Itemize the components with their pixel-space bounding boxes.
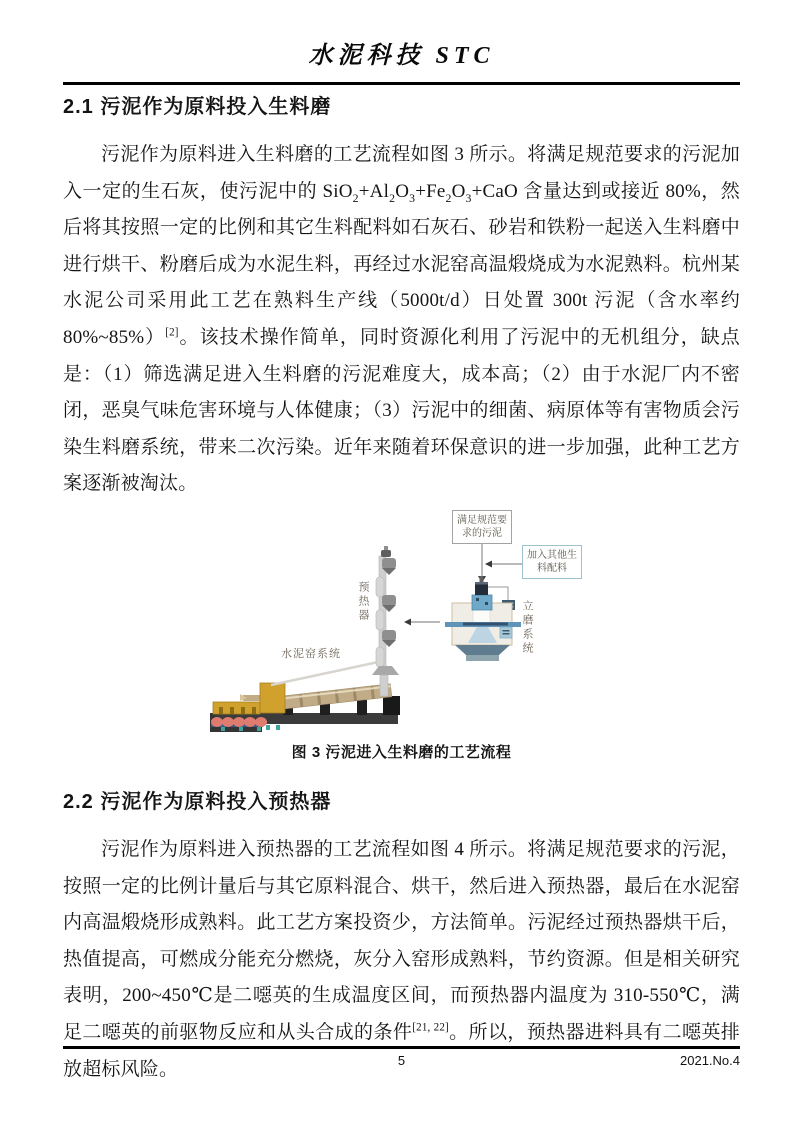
section-heading-2-2: 2.2 污泥作为原料投入预热器 — [63, 790, 332, 813]
header-rule — [63, 82, 740, 85]
mill-outlet — [455, 645, 510, 655]
mill-label: 立磨系统 — [521, 599, 533, 656]
page-footer — [63, 1046, 740, 1073]
figure-3 — [213, 508, 593, 734]
issue-number: 2021.No.4 — [680, 1053, 740, 1068]
vertical-mill — [445, 576, 521, 661]
section-heading-2-1: 2.1 污泥作为原料投入生料磨 — [63, 96, 332, 118]
kiln-label: 水泥窑系统 — [281, 647, 341, 660]
ingredients-box: 加入其他生料配料 — [522, 545, 582, 579]
preheater-label: 预热器 — [357, 580, 369, 623]
journal-title: 水泥科技 STC — [308, 43, 495, 69]
paragraph-2-2: 污泥作为原料进入预热器的工艺流程如图 4 所示。将满足规范要求的污泥，按照一定的比例计量后与其它原料混合、烘干，然后进入预热器，最后在水泥窑内高温煅烧形成熟料。此工艺方案投资少，方法简单。污泥经过预热器烘干后，热值提高，可燃成分能充分燃烧，灰分入窑形成熟料，节约资源。但是相关研究表明，200~450℃是二噁英的生成温度区间，而预热器内温度为 310-550℃，满足二噁英的前驱物反应和从头合成的条件[21, 22]。所以，预热器进料具有二噁英排放超标风险。 — [63, 838, 740, 1080]
kiln-duct — [271, 661, 383, 685]
sludge-box: 满足规范要求的污泥 — [452, 510, 512, 544]
ingredients-arrow — [485, 560, 522, 567]
figure-3-caption: 图 3 污泥进入生料磨的工艺流程 — [291, 743, 512, 761]
preheater-tower — [372, 546, 399, 696]
mill-feed-box — [472, 595, 492, 610]
mill-side-box — [500, 627, 512, 638]
rotary-kiln — [283, 684, 392, 709]
tower-flare — [372, 666, 399, 675]
figure-3-drawing — [213, 508, 593, 734]
mill-to-preheater-arrow — [404, 618, 440, 625]
paragraph-2-1: 污泥作为原料进入生料磨的工艺流程如图 3 所示。将满足规范要求的污泥加入一定的生石灰，使污泥中的 $SiO_2+Al_2O_3+Fe_2O_3+CaO$ 含量达到或接近 80%，然后将其按照一定的比例和其它生料配料如石灰石、砂岩和铁粉一起送入生料磨中进行烘干、粉磨后成为水泥生料，再经过水泥窑高温煅烧成为水泥熟料。杭州某水泥公司采用此工艺在熟料生产线（5000t/d）日处置 300t 污泥（含水率约 80%~85%）[2]。该技术操作简单，同时资源化利用了污泥中的无机组分，缺点是：（1）筛选满足进入生料磨的污泥难度大，成本高；（2）由于水泥厂内不密闭，恶臭气味危害环境与人体健康；（3）污泥中的细菌、病原体等有害物质会污染生料磨系统，带来二次污染。近年来随着环保意识的进一步加强，此种工艺方案逐渐被淘汰。 — [63, 144, 740, 495]
page-number: 5 — [397, 1053, 406, 1068]
